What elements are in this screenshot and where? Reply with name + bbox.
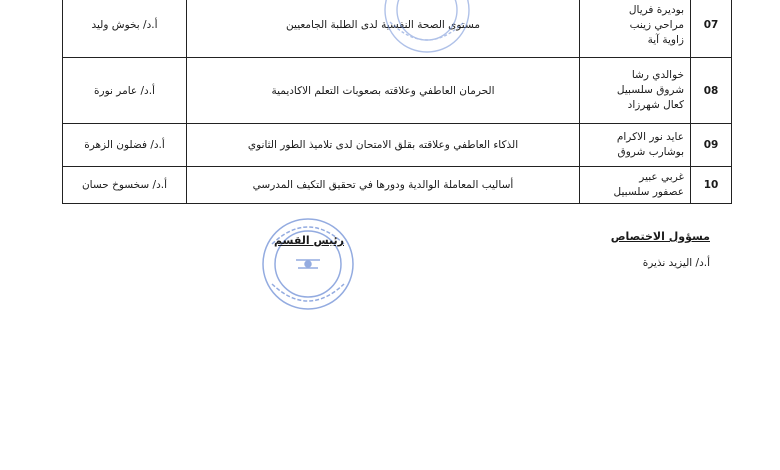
supervisor-name: أ.د/ بخوش وليد	[63, 0, 187, 58]
student-name: عصفور سلسبيل	[613, 186, 684, 198]
students-cell	[580, 124, 691, 167]
students-cell	[580, 58, 691, 124]
student-name: زاوية آية	[647, 33, 684, 46]
students-cell	[580, 0, 691, 58]
thesis-title: الذكاء العاطفي وعلاقته بقلق الامتحان لدى تلاميذ الطور الثانوي	[187, 124, 580, 167]
supervisor-name: أ.د/ فضلون الزهرة	[63, 124, 187, 167]
official-stamp-department	[258, 214, 358, 314]
thesis-title: مستوى الصحة النفسية لدى الطلبة الجامعيين	[187, 0, 580, 58]
specialty-head-name: أ.د/ اليزيد نذيرة	[642, 257, 710, 269]
supervisor-name: أ.د/ سخسوخ حسان	[63, 167, 187, 204]
table-row	[63, 58, 732, 124]
table-row	[63, 0, 732, 58]
topics-table	[62, 0, 732, 204]
specialty-head-signature	[611, 230, 710, 269]
thesis-title: الحرمان العاطفي وعلاقته بصعوبات التعلم الاكاديمية	[187, 58, 580, 124]
student-name: بوشارب شروق	[617, 146, 684, 158]
table-row	[63, 167, 732, 204]
row-number: 07	[691, 0, 732, 58]
student-name: خوالدي رشا	[631, 69, 684, 81]
row-number: 08	[691, 58, 732, 124]
student-name: بوديرة فريال	[628, 3, 684, 16]
row-number: 09	[691, 124, 732, 167]
table-row	[63, 124, 732, 167]
specialty-head-label: مسؤول الاختصاص	[610, 230, 710, 243]
supervisor-name: أ.د/ عامر نورة	[63, 58, 187, 124]
student-name: كعال شهرزاد	[627, 99, 684, 111]
student-name: غربي عبير	[639, 171, 684, 183]
student-name: مراحي زينب	[629, 18, 684, 31]
thesis-title: أساليب المعاملة الوالدية ودورها في تحقيق التكيف المدرسي	[187, 167, 580, 204]
student-name: شروق سلسبيل	[616, 84, 684, 96]
row-number: 10	[691, 167, 732, 204]
student-name: عايد نور الاكرام	[616, 131, 684, 143]
department-head-signature	[274, 234, 344, 247]
department-head-label: رئيس القسم	[274, 234, 344, 247]
students-cell	[580, 167, 691, 204]
